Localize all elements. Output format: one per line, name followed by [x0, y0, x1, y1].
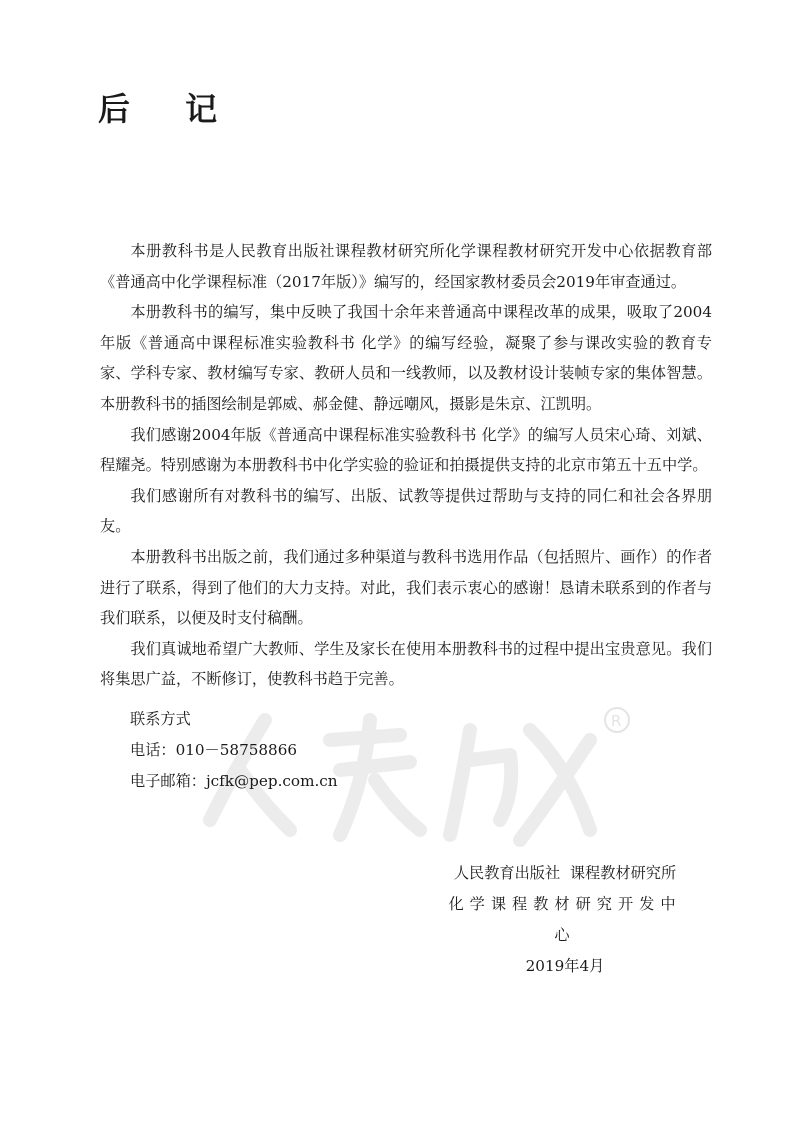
paragraph: 我们感谢所有对教科书的编写、出版、试教等提供过帮助与支持的同仁和社会各界朋友。 — [100, 486, 712, 536]
signature-publisher: 人民教育出版社 课程教材研究所 — [453, 864, 677, 882]
signature-date: 2019年4月 — [525, 957, 605, 975]
signature-block — [440, 858, 690, 982]
contact-info — [130, 704, 338, 797]
contact-phone: 电话：010－58758866 — [130, 741, 298, 759]
paragraph: 本册教科书出版之前，我们通过多种渠道与教科书选用作品（包括照片、画作）的作者进行了联系，得到了他们的大力支持。对此，我们表示衷心的感谢！恳请未联系到的作者与我们联系，以便及时支付稿酬。 — [100, 547, 712, 628]
paragraph: 本册教科书的编写，集中反映了我国十余年来普通高中课程改革的成果，吸取了2004年版《普通高中课程标准实验教科书 化学》的编写经验，凝聚了参与课改实验的教育专家、学科专家、教材编写专家、教研人员和一线教师，以及教材设计装帧专家的集体智慧。本册教科书的插图绘制是郭威、郝金健、静远嘲风，摄影是朱京、江凯明。 — [100, 303, 712, 413]
contact-email: 电子邮箱：jcfk@pep.com.cn — [130, 772, 338, 790]
svg-text:R: R — [611, 712, 622, 730]
afterword-body — [100, 236, 712, 695]
signature-center: 化学课程教材研究开发中心 — [448, 895, 682, 944]
paragraph: 本册教科书是人民教育出版社课程教材研究所化学课程教材研究开发中心依据教育部《普通高中化学课程标准（2017年版）》编写的，经国家教材委员会2019年审查通过。 — [100, 242, 712, 291]
paragraph: 我们真诚地希望广大教师、学生及家长在使用本册教科书的过程中提出宝贵意见。我们将集思广益，不断修订，使教科书趋于完善。 — [100, 639, 712, 689]
page-title: 后 记 — [98, 90, 240, 128]
contact-heading: 联系方式 — [130, 710, 191, 728]
paragraph: 我们感谢2004年版《普通高中课程标准实验教科书 化学》的编写人员宋心琦、刘斌、程耀尧。特别感谢为本册教科书中化学实验的验证和拍摄提供支持的北京市第五十五中学。 — [100, 425, 712, 475]
